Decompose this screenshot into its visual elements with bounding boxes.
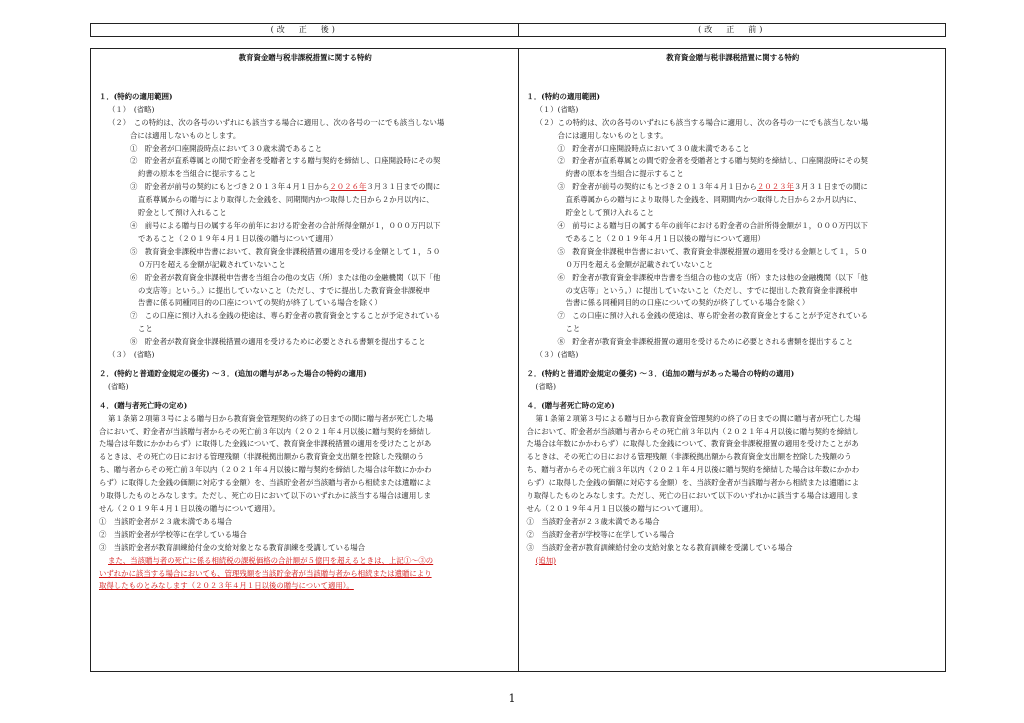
added-clause: いずれかに該当する場合においても、管理残額を当該貯金者が当該贈与者から相続または遺贈により	[99, 568, 432, 578]
list-item: ⑥ 貯金者が教育資金非課税申告書を当組合の他の支店（所）または他の金融機関（以下「他	[557, 272, 868, 282]
list-item-cont: こと	[565, 324, 581, 334]
list-item: ⑧ 貯金者が教育資金非課税措置の適用を受けるために必要とされる書類を提出すること	[130, 337, 426, 347]
list-item: ⑥ 貯金者が教育資金非課税申告書を当組合の他の支店（所）または他の金融機関（以下「他	[130, 272, 441, 282]
text: ③ 貯金者が前号の契約にもとづき２０１３年４月１日から	[557, 182, 757, 192]
list-item: ① 貯金者が口座開設時点において３０歳未満であること	[130, 143, 323, 153]
paragraph: (省略)	[108, 381, 129, 391]
paragraph: 第１条第２項第３号による贈与日から教育資金管理契約の終了の日までの間に贈与者が死亡した場	[535, 413, 861, 423]
added-clause: また、当該贈与者の死亡に係る相続税の課税価格の合計額が５億円を超えるときは、上記①～③の	[108, 555, 434, 565]
changed-date: ２０２３年	[756, 182, 794, 192]
paragraph: た場合は年数にかかわらず）に取得した金銭について、教育資金非課税措置の適用を受けたことがあ	[99, 439, 432, 449]
list-item: ⑤ 教育資金非課税申告書において、教育資金非課税措置の適用を受ける金額として１，５０	[557, 246, 868, 256]
section-heading: ４．(贈与者死亡時の定め)	[526, 400, 615, 410]
paragraph: り取得したものとみなします。ただし、死亡の日において以下のいずれかに該当する場合は適用しま	[99, 491, 431, 501]
paragraph: （３） (省略)	[108, 350, 155, 360]
list-item-cont: 直系尊属からの贈与により取得した金銭を、同期間内かつ取得した日から２か月以内に、	[138, 195, 434, 205]
paragraph: 合において、貯金者が当該贈与者からその死亡前３年以内（２０２１年４月以後に贈与契約を締結し	[99, 426, 432, 436]
paragraph: らず）に取得した金銭の価額に対応する金額）を、当該貯金者が当該贈与者から相続または遺贈によ	[526, 478, 860, 488]
list-item: ① 貯金者が口座開設時点において３０歳未満であること	[557, 143, 750, 153]
column-header-row	[90, 23, 946, 37]
added-clause: 取得したものとみなします（２０２３年４月１日以後の贈与について適用）。	[99, 581, 354, 591]
paragraph: （２）この特約は、次の各号のいずれにも該当する場合に適用し、次の各号の一にでも該当しない場	[535, 117, 869, 127]
paragraph: 合には適用しないものとします。	[557, 130, 668, 140]
list-item: ⑦ この口座に預け入れる金銭の使途は、専ら貯金者の教育資金とすることが予定されている	[557, 311, 868, 321]
doc-title: 教育資金贈与税非課税措置に関する特約	[666, 53, 800, 62]
comparison-table	[90, 48, 946, 672]
list-item: ② 当該貯金者が学校等に在学している場合	[526, 529, 675, 539]
paragraph: り取得したものとみなします。ただし、死亡の日において以下のいずれかに該当する場合は適用しま	[526, 491, 859, 501]
paragraph: ち、贈与者からその死亡前３年以内（２０２１年４月以後に贈与契約を締結した場合は年数にかかわ	[526, 465, 860, 475]
header-before: (改 正 前)	[518, 24, 946, 36]
section-heading: ２．(特約と普通貯金規定の優劣) ～３．(追加の贈与があった場合の特約の適用)	[99, 368, 367, 378]
list-item: ② 当該貯金者が学校等に在学している場合	[99, 529, 247, 539]
list-item-cont: 約書の原本を当組合に提示すること	[138, 169, 257, 179]
section-heading: ２．(特約と普通貯金規定の優劣) ～３．(追加の贈与があった場合の特約の適用)	[526, 368, 795, 378]
list-item-cont: の支店等」という。）に提出していないこと（ただし、すでに提出した教育資金非課税申	[565, 285, 858, 295]
column-after	[91, 49, 518, 671]
paragraph: 合には適用しないものとします。	[130, 130, 241, 140]
list-item-cont: であること（２０１９年４月１日以後の贈与について適用）	[138, 233, 338, 243]
list-item-cont: の支店等」という。）に提出していないこと（ただし、すでに提出した教育資金非課税申	[138, 285, 431, 295]
column-before	[518, 49, 946, 671]
list-item	[527, 181, 940, 194]
paragraph: せん（２０１９年４月１日以後の贈与について適用）。	[526, 504, 708, 513]
text: ３月３１日までの間に	[793, 182, 868, 192]
paragraph: た場合は年数にかかわらず）に取得した金銭について、教育資金非課税措置の適用を受けたことがあ	[526, 439, 859, 449]
paragraph: （２） この特約は、次の各号のいずれにも該当する場合に適用し、次の各号の一にでも該当しない場	[108, 117, 445, 127]
list-item-cont: 直系尊属からの贈与により取得した金銭を、同期間内かつ取得した日から２か月以内に、	[565, 195, 862, 205]
list-item: ⑧ 貯金者が教育資金非課税措置の適用を受けるために必要とされる書類を提出すること	[557, 337, 854, 347]
list-item-cont: 告書に係る同種同目的の口座についての契約が終了している場合を除く）	[138, 298, 382, 308]
paragraph: せん（２０１９年４月１日以後の贈与について適用）。	[99, 504, 280, 513]
list-item-cont: こと	[138, 324, 153, 334]
list-item: ① 当該貯金者が２３歳未満である場合	[99, 516, 233, 526]
list-item-cont: 告書に係る同種同目的の口座についての契約が終了している場合を除く）	[565, 298, 810, 308]
paragraph: （１）(省略)	[535, 104, 579, 114]
paragraph: (省略)	[535, 381, 557, 391]
list-item: ⑦ この口座に預け入れる金銭の使途は、専ら貯金者の教育資金とすることが予定されている	[130, 311, 441, 321]
list-item: ③ 当該貯金者が教育訓練給付金の支給対象となる教育訓練を受講している場合	[526, 542, 793, 552]
paragraph: ち、贈与者からその死亡前３年以内（２０２１年４月以後に贈与契約を締結した場合は年数にかかわ	[99, 465, 432, 475]
list-item-cont: 貯金として預け入れること	[565, 208, 655, 218]
header-after: (改 正 後)	[270, 25, 338, 34]
list-item: ③ 当該貯金者が教育訓練給付金の支給対象となる教育訓練を受講している場合	[99, 542, 366, 552]
paragraph: らず）に取得した金銭の価額に対応する金額）を、当該貯金者が当該贈与者から相続または遺贈によ	[99, 478, 432, 488]
list-item: ① 当該貯金者が２３歳未満である場合	[526, 516, 660, 526]
list-item: ② 貯金者が直系尊属との間で貯金者を受贈者とする贈与契約を締結し、口座開設時にその契	[557, 156, 868, 166]
page-number: 1	[508, 692, 516, 705]
list-item: ⑤ 教育資金非課税申告書において、教育資金非課税措置の適用を受ける金額として１，５０	[130, 246, 441, 256]
list-item-cont: ０万円を超える金額が記載されていないこと	[565, 259, 714, 269]
changed-date: ２０２６年	[329, 182, 367, 192]
section-heading: １．(特約の適用範囲)	[526, 91, 601, 101]
paragraph: （１） (省略)	[108, 104, 155, 114]
section-heading: １．(特約の適用範囲)	[99, 91, 173, 101]
added-marker: (追加)	[535, 555, 557, 565]
list-item: ④ 前号による贈与日の属する年の前年における貯金者の合計所得金額が１，０００万円以下	[130, 220, 441, 230]
doc-title: 教育資金贈与税非課税措置に関する特約	[238, 53, 372, 62]
paragraph: 合において、貯金者が当該贈与者からその死亡前３年以内（２０２１年４月以後に贈与契約を締結し	[526, 426, 859, 436]
list-item: ④ 前号による贈与日の属する年の前年における貯金者の合計所得金額が１，０００万円以下	[557, 220, 868, 230]
paragraph: （３）(省略)	[535, 350, 579, 360]
list-item-cont: 約書の原本を当組合に提示すること	[565, 169, 684, 179]
text: ３月３１日までの間に	[366, 182, 441, 192]
text: ③ 貯金者が前号の契約にもとづき２０１３年４月１日から	[130, 182, 330, 192]
list-item-cont: であること（２０１９年４月１日以後の贈与について適用）	[565, 233, 765, 243]
list-item-cont: ０万円を超える金額が記載されていないこと	[138, 259, 286, 269]
section-heading: ４．(贈与者死亡時の定め)	[99, 400, 188, 410]
list-item	[99, 181, 512, 194]
list-item-cont: 貯金として預け入れること	[138, 208, 227, 218]
paragraph: 第１条第２項第３号による贈与日から教育資金管理契約の終了の日までの間に贈与者が死亡した場	[108, 413, 434, 423]
paragraph: るときは、その死亡の日における管理残額（非課税拠出額から教育資金支出額を控除した残額のう	[99, 452, 425, 462]
paragraph: るときは、その死亡の日における管理残額（非課税拠出額から教育資金支出額を控除した残額のう	[526, 452, 852, 462]
list-item: ② 貯金者が直系尊属との間で貯金者を受贈者とする贈与契約を締結し、口座開設時にその契	[130, 156, 441, 166]
